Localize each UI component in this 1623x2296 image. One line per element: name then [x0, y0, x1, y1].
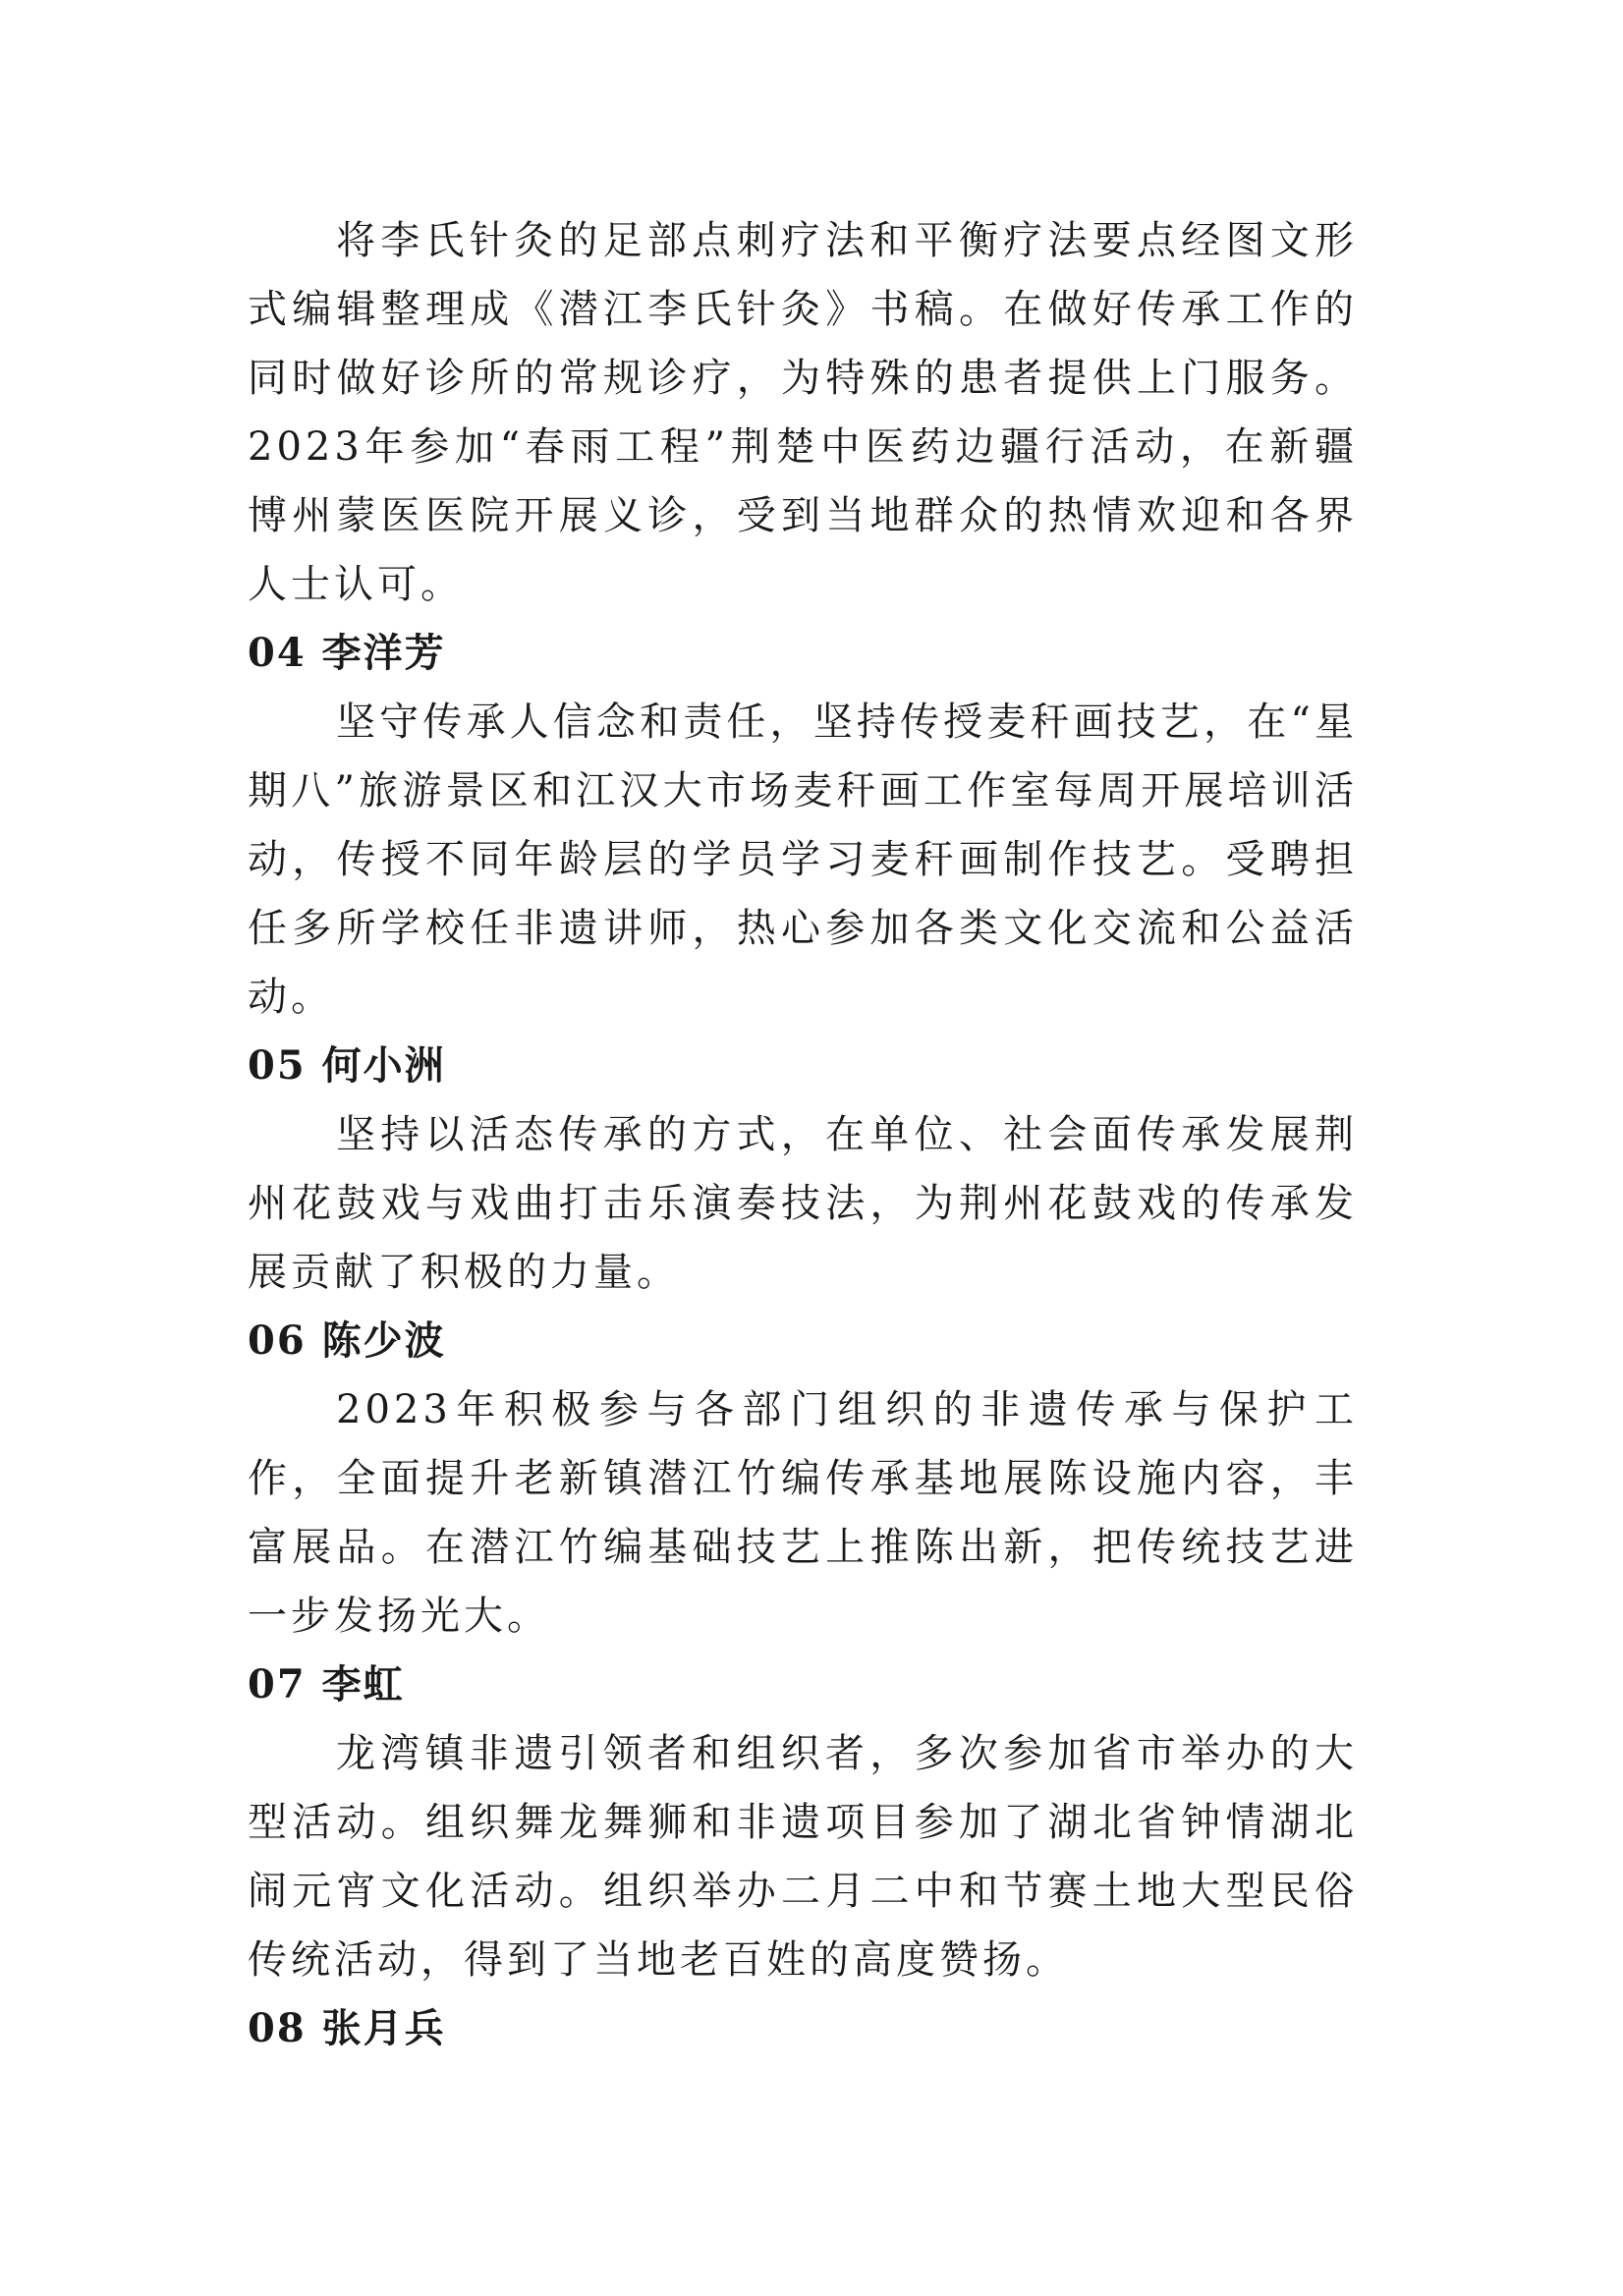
paragraph-intro: 将李氏针灸的足部点刺疗法和平衡疗法要点经图文形式编辑整理成《潜江李氏针灸》书稿。在做好传承工作的同时做好诊所的常规诊疗，为特殊的患者提供上门服务。2023年参加“春雨工程”荆楚中医药边疆行活动，在新疆博州蒙医医院开展义诊，受到当地群众的热情欢迎和各界人士认可。: [248, 218, 1358, 607]
document-page: [248, 206, 1358, 2063]
section-heading-07: 07 李虹: [248, 1661, 405, 1708]
section-heading-06: 06 陈少波: [248, 1317, 446, 1364]
section-heading-08: 08 张月兵: [248, 2005, 446, 2051]
paragraph-07: 龙湾镇非遗引领者和组织者，多次参加省市举办的大型活动。组织舞龙舞狮和非遗项目参加了湖北省钟情湖北闹元宵文化活动。组织举办二月二中和节赛土地大型民俗传统活动，得到了当地老百姓的高度赞扬。: [248, 1731, 1358, 1983]
paragraph-06: 2023年积极参与各部门组织的非遗传承与保护工作，全面提升老新镇潜江竹编传承基地展陈设施内容，丰富展品。在潜江竹编基础技艺上推陈出新，把传统技艺进一步发扬光大。: [248, 1387, 1358, 1639]
section-heading-04: 04 李洋芳: [248, 630, 446, 676]
paragraph-05: 坚持以活态传承的方式，在单位、社会面传承发展荆州花鼓戏与戏曲打击乐演奏技法，为荆州花鼓戏的传承发展贡献了积极的力量。: [248, 1112, 1358, 1295]
paragraph-04: 坚守传承人信念和责任，坚持传授麦秆画技艺，在“星期八”旅游景区和江汉大市场麦秆画工作室每周开展培训活动，传授不同年龄层的学员学习麦秆画制作技艺。受聘担任多所学校任非遗讲师，热心参加各类文化交流和公益活动。: [248, 700, 1358, 1020]
section-heading-05: 05 何小洲: [248, 1042, 446, 1089]
